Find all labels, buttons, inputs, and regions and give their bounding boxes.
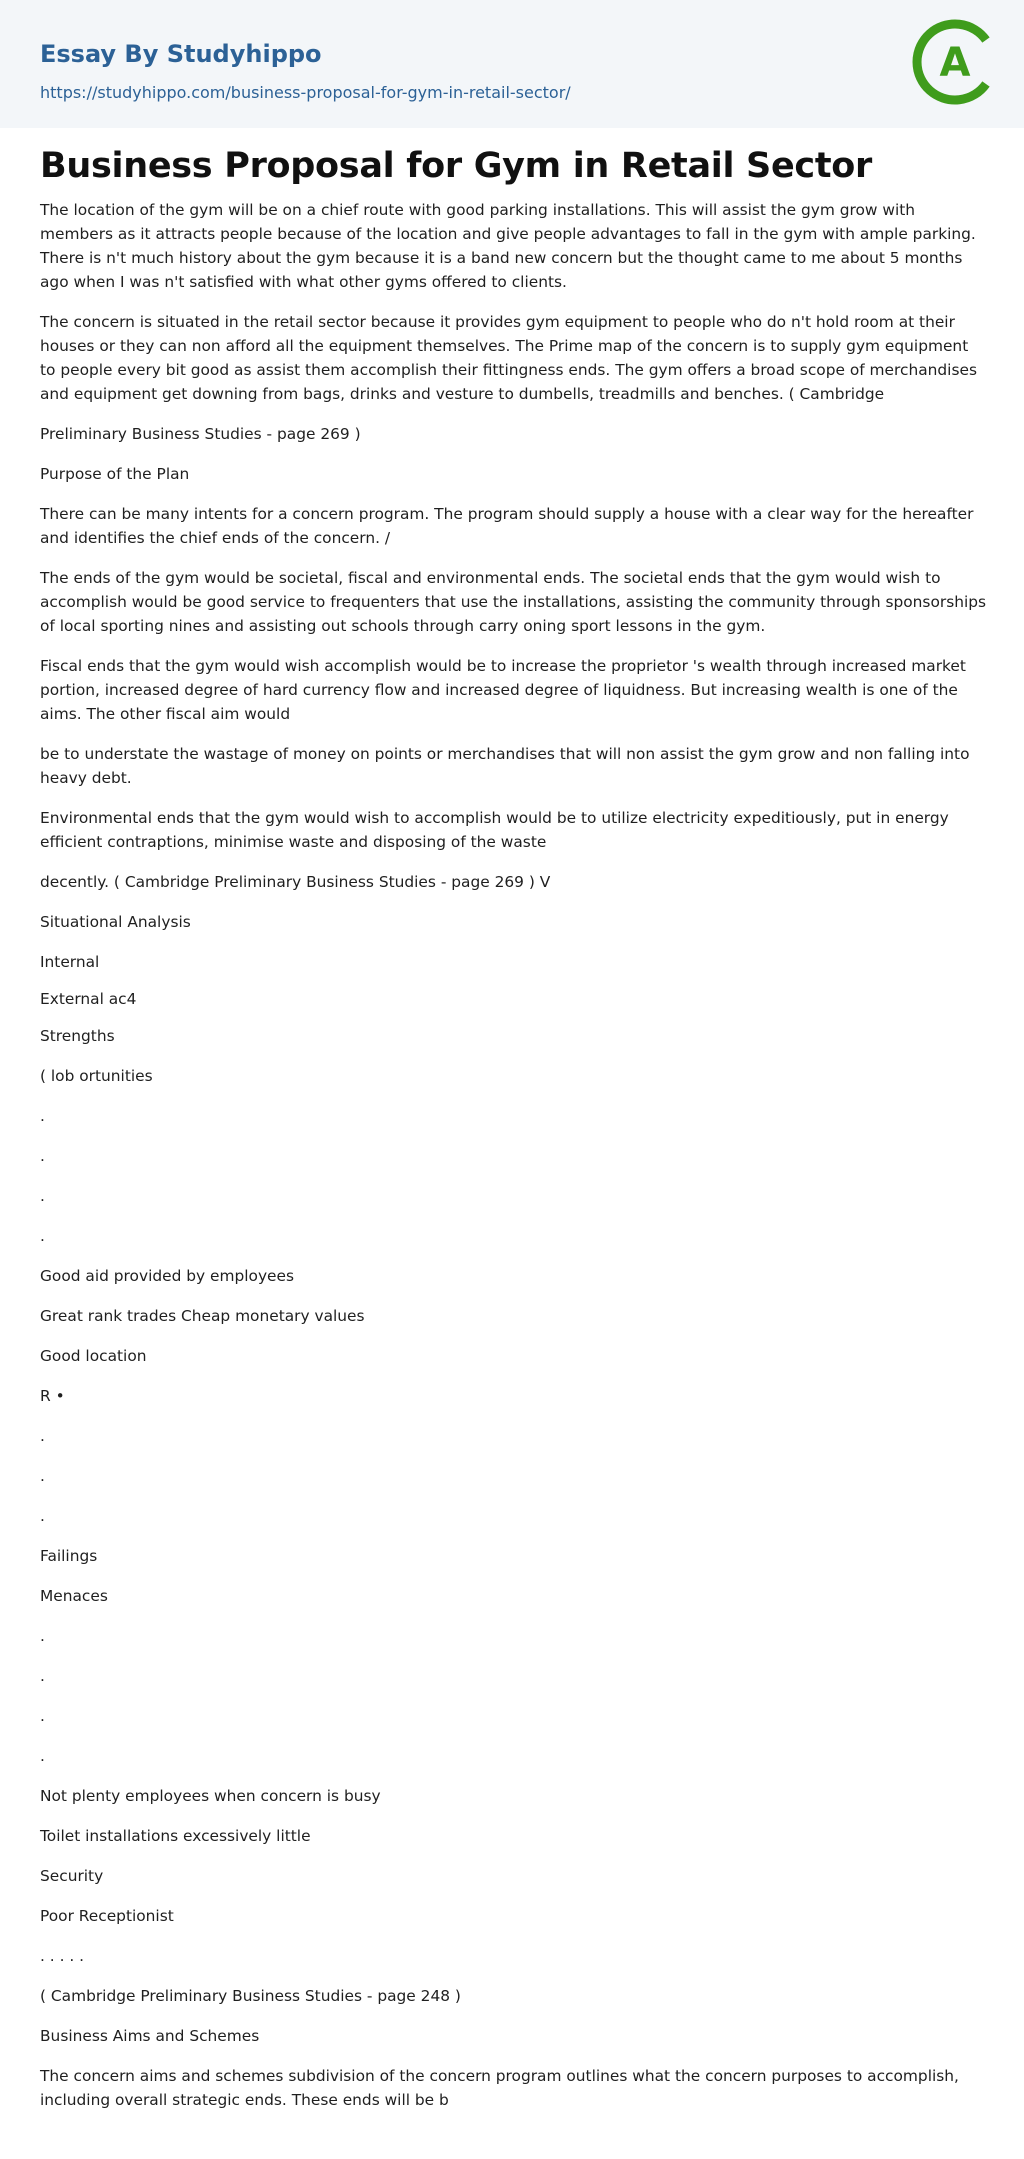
list-item: . [40,1227,45,1245]
list-item: Strengths [40,1027,115,1045]
studyhippo-logo-icon[interactable] [910,18,998,106]
list-item: R • [40,1387,65,1405]
list-item: . [40,1667,45,1685]
paragraph-location: The location of the gym will be on a chief route with good parking installations. This will assist the gym grow with members as it attracts people because of the location and give people advantages to fall in the gym with ample parking. There is n't much history about the gym because it is a band new concern but the thought came to me about 5 months ago when I was n't satisfied with what other gyms offered to clients. [40,201,976,291]
section-heading-purpose: Purpose of the Plan [40,465,190,483]
paragraph-retail-sector: The concern is situated in the retail sector because it provides gym equipment to people who do n't hold room at their houses or they can non afford all the equipment themselves. The Prime map of the concern is to supply gym equipment to people every bit good as assist them accomplish their fittingness ends. The gym offers a broad scope of merchandises and equipment get downing from bags, drinks and vesture to dumbells, treadmills and benches. ( Cambridge [40,313,977,403]
list-item: Security [40,1867,104,1885]
paragraph-fiscal-ends: Fiscal ends that the gym would wish accomplish would be to increase the proprietor 's wealth through increased market portion, increased degree of hard currency flow and increased degree of liquidness. But increasing wealth is one of the aims. The other fiscal aim would [40,657,966,723]
list-item: . [40,1707,45,1725]
list-item: Internal [40,953,100,971]
list-item: External ac4 [40,990,137,1008]
list-item: Good location [40,1347,147,1365]
list-item: . [40,1627,45,1645]
list-item: Great rank trades Cheap monetary values [40,1307,365,1325]
site-brand-title[interactable]: Essay By Studyhippo [40,40,322,68]
list-item: Not plenty employees when concern is busy [40,1787,381,1805]
list-item: . [40,1187,45,1205]
site-header [0,0,1024,128]
list-item: Good aid provided by employees [40,1267,295,1285]
list-item: . [40,1427,45,1445]
list-item: Poor Receptionist [40,1907,174,1925]
paragraph-business-aims: The concern aims and schemes subdivision of the concern program outlines what the concern purposes to accomplish, including overall strategic ends. These ends will be b [40,2067,959,2109]
paragraph-societal-ends: The ends of the gym would be societal, fiscal and environmental ends. The societal ends that the gym would wish to accomplish would be good service to frequenters that use the installations, assisting the community through sponsorships of local sporting nines and assisting out schools through carry oning sport lessons in the gym. [40,569,987,635]
list-item: ( lob ortunities [40,1067,153,1085]
paragraph-citation-269: Preliminary Business Studies - page 269 ) [40,425,361,443]
section-heading-business-aims: Business Aims and Schemes [40,2027,260,2045]
paragraph-purpose: There can be many intents for a concern program. The program should supply a house with a clear way for the hereafter and identifies the chief ends of the concern. / [40,505,974,547]
paragraph-citation-248: ( Cambridge Preliminary Business Studies - page 248 ) [40,1987,461,2005]
logo-letter: A [939,40,971,86]
list-item: . [40,1147,45,1165]
list-item: . [40,1467,45,1485]
paragraph-environmental-ends: Environmental ends that the gym would wish to accomplish would be to utilize electricity expeditiously, put in energy efficient contraptions, minimise waste and disposing of the waste [40,809,949,851]
list-item: . [40,1107,45,1125]
section-heading-situational-analysis: Situational Analysis [40,913,191,931]
paragraph-fiscal-aim: be to understate the wastage of money on points or merchandises that will non assist the gym grow and non falling into heavy debt. [40,745,970,787]
list-item: . . . . . [40,1947,85,1965]
list-item: . [40,1507,45,1525]
page-title: Business Proposal for Gym in Retail Sector [40,146,872,186]
essay-url-link[interactable]: https://studyhippo.com/business-proposal-for-gym-in-retail-sector/ [40,83,571,102]
list-item: . [40,1747,45,1765]
list-item: Failings [40,1547,98,1565]
list-item: Menaces [40,1587,108,1605]
essay-content [40,140,988,2128]
paragraph-decently: decently. ( Cambridge Preliminary Business Studies - page 269 ) V [40,873,551,891]
list-item: Toilet installations excessively little [40,1827,311,1845]
